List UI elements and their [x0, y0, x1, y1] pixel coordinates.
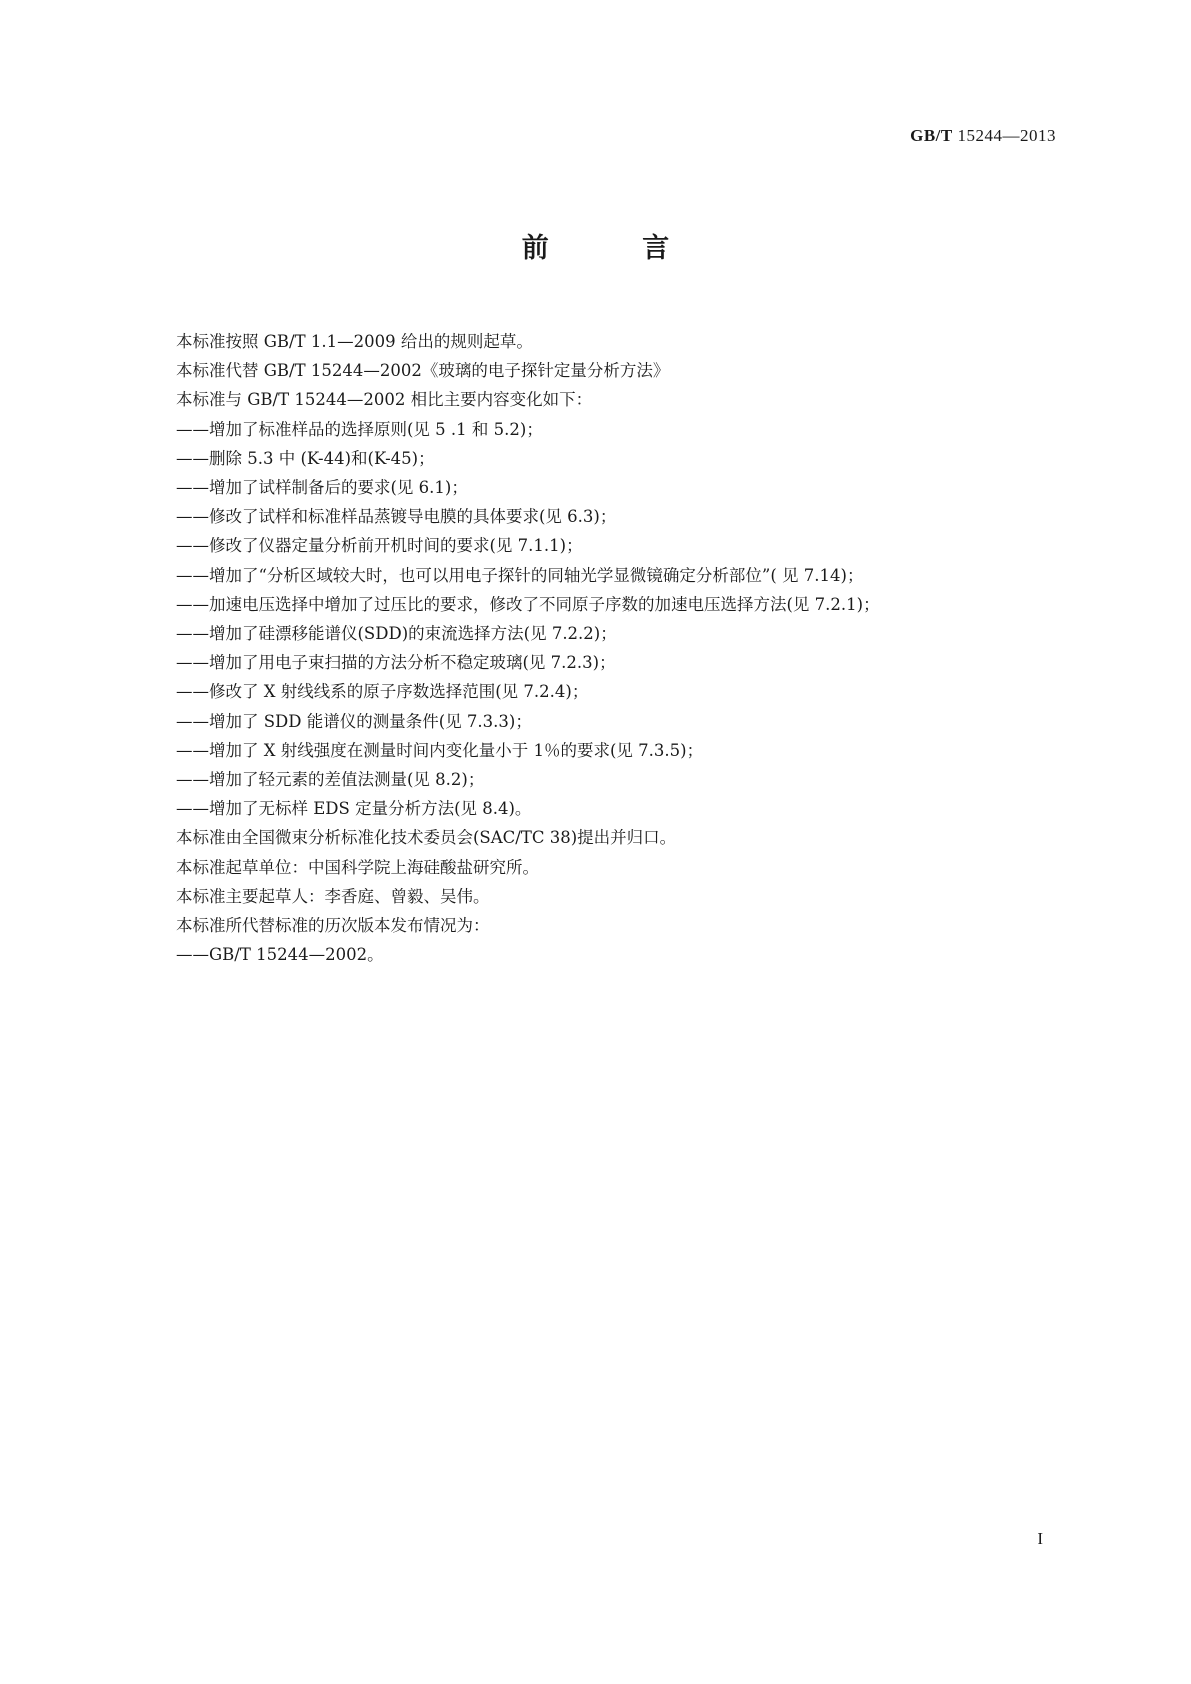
- page-number: I: [1037, 1529, 1043, 1548]
- paragraph-line: 本标准与 GB/T 15244—2002 相比主要内容变化如下：: [176, 390, 593, 410]
- foreword-body: [176, 327, 1076, 969]
- change-list-item: ——增加了试样制备后的要求(见 6.1)；: [176, 478, 468, 498]
- change-list-item: ——修改了仪器定量分析前开机时间的要求(见 7.1.1)；: [176, 536, 583, 556]
- standard-code-header: [910, 126, 1056, 146]
- page-title: 前 言: [521, 233, 712, 264]
- paragraph-line: 本标准按照 GB/T 1.1—2009 给出的规则起草。: [176, 332, 533, 351]
- change-list-item: ——GB/T 15244—2002。: [176, 945, 384, 965]
- paragraph-line: 本标准所代替标准的历次版本发布情况为：: [176, 916, 490, 936]
- change-list-item: ——修改了试样和标准样品蒸镀导电膜的具体要求(见 6.3)；: [176, 507, 617, 527]
- change-list-item: ——增加了轻元素的差值法测量(见 8.2)；: [176, 770, 485, 790]
- change-list-item: ——增加了 SDD 能谱仪的测量条件(见 7.3.3)；: [176, 711, 532, 731]
- change-list-item: ——加速电压选择中增加了过压比的要求，修改了不同原子序数的加速电压选择方法(见 7.2.1)；: [176, 594, 880, 614]
- standard-code-number: 15244—2013: [957, 126, 1056, 145]
- change-list-item: ——增加了标准样品的选择原则(见 5 .1 和 5.2)；: [176, 419, 543, 439]
- change-list-item: ——增加了 X 射线强度在测量时间内变化量小于 1％的要求(见 7.3.5)；: [176, 740, 704, 760]
- change-list-item: ——增加了硅漂移能谱仪(SDD)的束流选择方法(见 7.2.2)；: [176, 624, 617, 644]
- change-list-item: ——增加了无标样 EDS 定量分析方法(见 8.4)。: [176, 799, 532, 819]
- change-list-item: ——增加了“分析区域较大时，也可以用电子探针的同轴光学显微镜确定分析部位”( 见 7.14)；: [176, 565, 864, 585]
- change-list-item: ——修改了 X 射线线系的原子序数选择范围(见 7.2.4)；: [176, 682, 589, 702]
- change-list-item: ——增加了用电子束扫描的方法分析不稳定玻璃(见 7.2.3)；: [176, 653, 616, 673]
- paragraph-line: 本标准由全国微束分析标准化技术委员会(SAC/TC 38)提出并归口。: [176, 828, 677, 848]
- paragraph-line: 本标准起草单位：中国科学院上海硅酸盐研究所。: [176, 857, 539, 877]
- change-list-item: ——删除 5.3 中 (K-44)和(K-45)；: [176, 448, 435, 468]
- standard-code-prefix: GB/T: [910, 126, 953, 145]
- paragraph-line: 本标准代替 GB/T 15244—2002《玻璃的电子探针定量分析方法》: [176, 361, 670, 381]
- paragraph-line: 本标准主要起草人：李香庭、曾毅、吴伟。: [176, 886, 490, 906]
